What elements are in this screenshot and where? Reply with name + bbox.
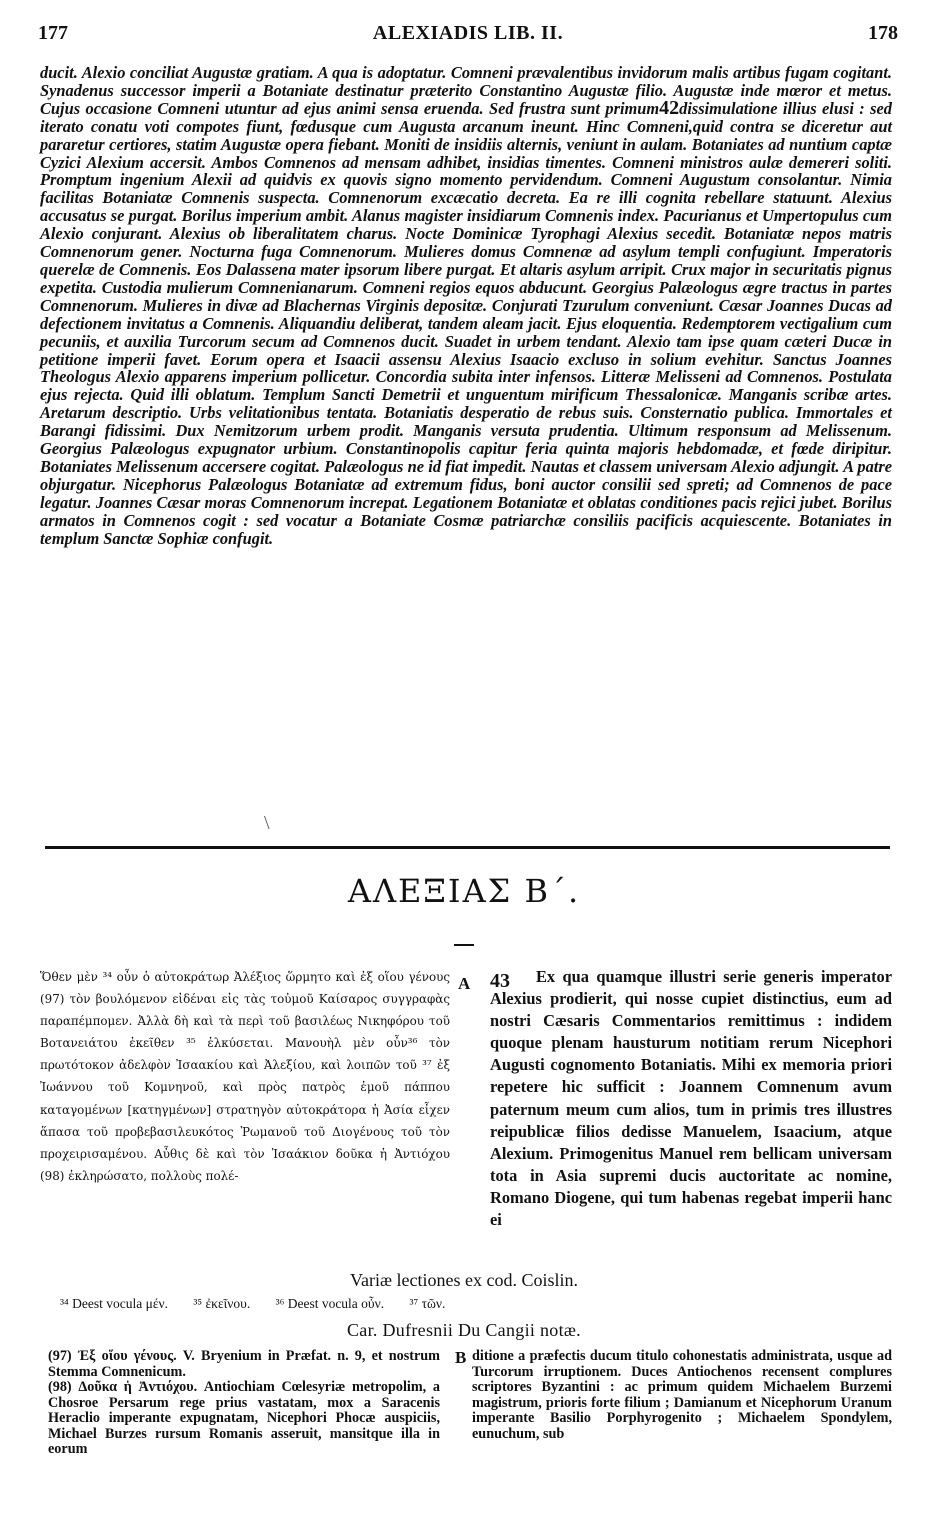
variant-note-37: ³⁷ τῶν. [409,1296,446,1311]
book-title: ΑΛΕΞΙΑΣ Β΄. [347,872,581,910]
latin-text: Ex qua quamque illustri serie generis imperator Alexius prodierit, qui nosse cupiet distinctius, eum ad nostri Cæsaris Commentarios remittimus : indidem quoque plenam hausturum notitiam rerum Nicephori Augusti cognomento Botaniatis. Mihi ex memoria priori repetere hic sufficit : Joannem Comnenum avum paternum meum cum alios, tum in primis tres illustres reipublicæ filios dedisse Manuelem, Isaacium, atque Alexium. Primogenitus Manuel rem bellicam universam tota in Asia supremi ducis auctoritate ac nomine, Romano Diogene, qui tum habenas regebat imperii hanc ei [490,967,892,1230]
notes-right-column: ditione a præfectis ducum titulo cohonestatis administrata, usque ad Turcorum irruptionem. Duces Antiochenos recensent complures scriptores Byzantini : ac primum quidem Michaelem Burzemi magistrum, prioris forte filium ; Damianum et Nicephorum Uranum imperante Basilio Porphyrogenito ; Michaelem Spondylem, eunuchum, sub [472,1348,892,1442]
running-title: ALEXIADIS LIB. II. [372,22,564,44]
latin-column [490,966,892,1231]
column-marker-42: 42 [659,96,680,119]
notes-left-column: (97) Ἐξ οἵου γένους. V. Bryenium in Præfat. n. 9, et nostrum Stemma Comnenicum. (98) Δοῦκα ἡ Ἀντιόχου. Antiochiam Cœlesyriæ metropolim, a Chosroe Persarum rege prius vastatam, mox a Saracenis Heraclio imperante expugnatam, Nicephori Phocæ auspiciis, Michael Burzes rursum Romanis asseruit, mansitque illa in eorum [48,1348,440,1457]
column-marker-43: 43 [490,970,510,992]
page-number-right: 178 [868,22,898,44]
variant-note-34: ³⁴ Deest vocula μέν. [60,1296,168,1311]
variant-note-36: ³⁶ Deest vocula οὖν. [275,1296,385,1311]
margin-letter-a: A [458,974,471,993]
summary-part-1: ducit. Alexio conciliat Augustæ gratiam. A qua is adoptatur. Comneni prævalentibus invidorum malis artibus fugam cogitant. Synadenus successor imperii a Botaniate destinatur præterito Constantino Augustæ filio. Augustæ inde mœror et metus. Cujus occasione Comneni utuntur ad ejus animi sensa eruenda. Sed frustra sunt primum [40,63,892,118]
running-header [38,22,898,50]
page-number-left: 177 [38,22,68,44]
margin-letter-b: B [455,1348,467,1367]
notae-heading: Car. Dufresnii Du Cangii notæ. [347,1320,581,1340]
summary-part-2: dissimulatione illius elusi : sed iterato conatu voti compotes fiunt, fœdusque cum Augusta arcanum ineunt. Hinc Comneni,quid contra se diceretur aut pararetur certiores, statim Augustæ opera fiebant. Moniti de insidiis alternis, veniunt in aulam. Botaniates ad nuntium captæ Cyzici Alexium accersit. Ambos Comnenos ad mensam adhibet, insidias timentes. Comneni ministros aulæ demereri soliti. Promptum ingenium Alexii ad quidvis ex quovis signo momento pervidendum. Comneni Augustum consolantur. Nimia facilitas Botaniatæ Comnenis suspecta. Comnenorum excæcatio decreta. Ea re illi cognita rebellare statuunt. Alexius accusatus se purgat. Borilus imperium ambit. Alanus magister insidiarum Comnenis index. Pacurianus et Umpertopulus cum Alexio conjurant. Alexius ob liberalitatem charus. Nocte Dominicæ Tyrophagi Alexius secedit. Botaniatæ nepos matris Comnenorum gener. Nocturna fuga Comnenorum. Mulieres domus Comnenæ ad asylum templi confugiunt. Imperatoris querelæ de Comnenis. Eos Dalassena mater ipsorum libere purgat. Et altaris asylum arripit. Crux major in securitatis pignus expetita. Custodia mulierum Comnenianarum. Comneni regios equos abducunt. Georgius Palæologus ægre tractus in partes Comnenorum. Mulieres in divæ ad Blachernas Virginis depositæ. Conjurati Tzurulum conveniunt. Cæsar Joannes Ducas ad defectionem invitatus a Comnenis. Aliquandiu deliberat, tandem aleam jacit. Ejus eloquentia. Redemptorem vectigalium cum pecuniis, et auxilia Turcorum secum ad Comnenos ducit. Suadet in urbem tendant. Alexio tam ipse quam cæteri Ducæ in petitione imperii favet. Eorum opera et Isaacii assensu Alexius Isaacio excluso in solium evehitur. Sanctus Joannes Theologus Alexio apparens imperium pollicetur. Concordia subita inter infensos. Litteræ Melisseni ad Comnenos. Postulata ejus rejecta. Quid illi oblatum. Templum Sancti Demetrii et unguentum mirificum Thessalonicæ. Manganis scribæ artes. Aretarum descriptio. Urbs velitationibus tentata. Botaniatis desperatio de rebus suis. Consternatio publica. Immortales et Barangi fidissimi. Dux Nemitzorum urbem prodit. Manganis versuta prudentia. Ultimum responsum ad Melissenum. Georgius Palæologus expugnator urbium. Constantinopolis capitur feria quinta majoris hebdomadæ, et fœde diripitur. Botaniates Melissenum accersere cogitat. Palæologus ne id fiat impedit. Nautas et classem universam Alexio adjungit. A patre objurgatur. Nicephorus Palæologus Botaniatæ ad extremum fidus, boni auctor consilii sed spreti; ad Comnenos de pace legatur. Joannes Cæsar moras Comnenorum increpat. Legationem Botaniatæ et oblatas conditiones pacis rejici jubet. Borilus armatos in Comnenos cogit : sed vocatur a Botaniate Cosmæ patriarchæ consiliis pacificis acquiescente. Botaniates in templum Sanctæ Sophiæ confugit. [40,98,893,548]
section-divider [45,846,890,849]
variae-list [60,1296,890,1312]
variant-note-35: ³⁵ ἐκεῖνου. [193,1296,251,1311]
title-dash [454,944,474,946]
greek-column: Ὅθεν μὲν ³⁴ οὖν ὁ αὐτοκράτωρ Ἀλέξιος ὥρμητο καὶ ἐξ οἵου γένους (97) τὸν βουλόμενον εἰδέναι εἰς τὰς τοὐμοῦ Καίσαρος συγγραφὰς παραπέμπομεν. Ἀλλὰ δὴ καὶ τὰ περὶ τοῦ βασιλέως Νικηφόρου τοῦ Βοτανειάτου ἐκεῖθεν ³⁵ ἑλκύσεται. Μανουὴλ μὲν οὖν³⁶ τὸν πρωτότοκον ἀδελφὸν Ἰσαακίου καὶ Ἀλεξίου, καὶ λοιπῶν τοῦ ³⁷ ἐξ Ἰωάννου τοῦ Κομνηνοῦ, καὶ πρὸς πατρὸς ἐμοῦ πάππου καταγομένων [κατηγμένων] στρατηγὸν αὐτοκράτορα ἡ Ἀσία εἶχεν ἅπασα τοῦ προβεβασιλευκότος Ῥωμανοῦ τοῦ Διογένους τοῦ τὸν προχειρισαμένου. Αὖθις δὲ καὶ τὸν Ἰσαάκιον δοῦκα ἡ Ἀντιόχου (98) ἐκληρώσατο, πολλοὺς πολέ- [40,970,450,1183]
variae-heading: Variæ lectiones ex cod. Coislin. [350,1270,578,1290]
stray-mark: \ [264,812,270,834]
chapter-summary [40,64,892,547]
